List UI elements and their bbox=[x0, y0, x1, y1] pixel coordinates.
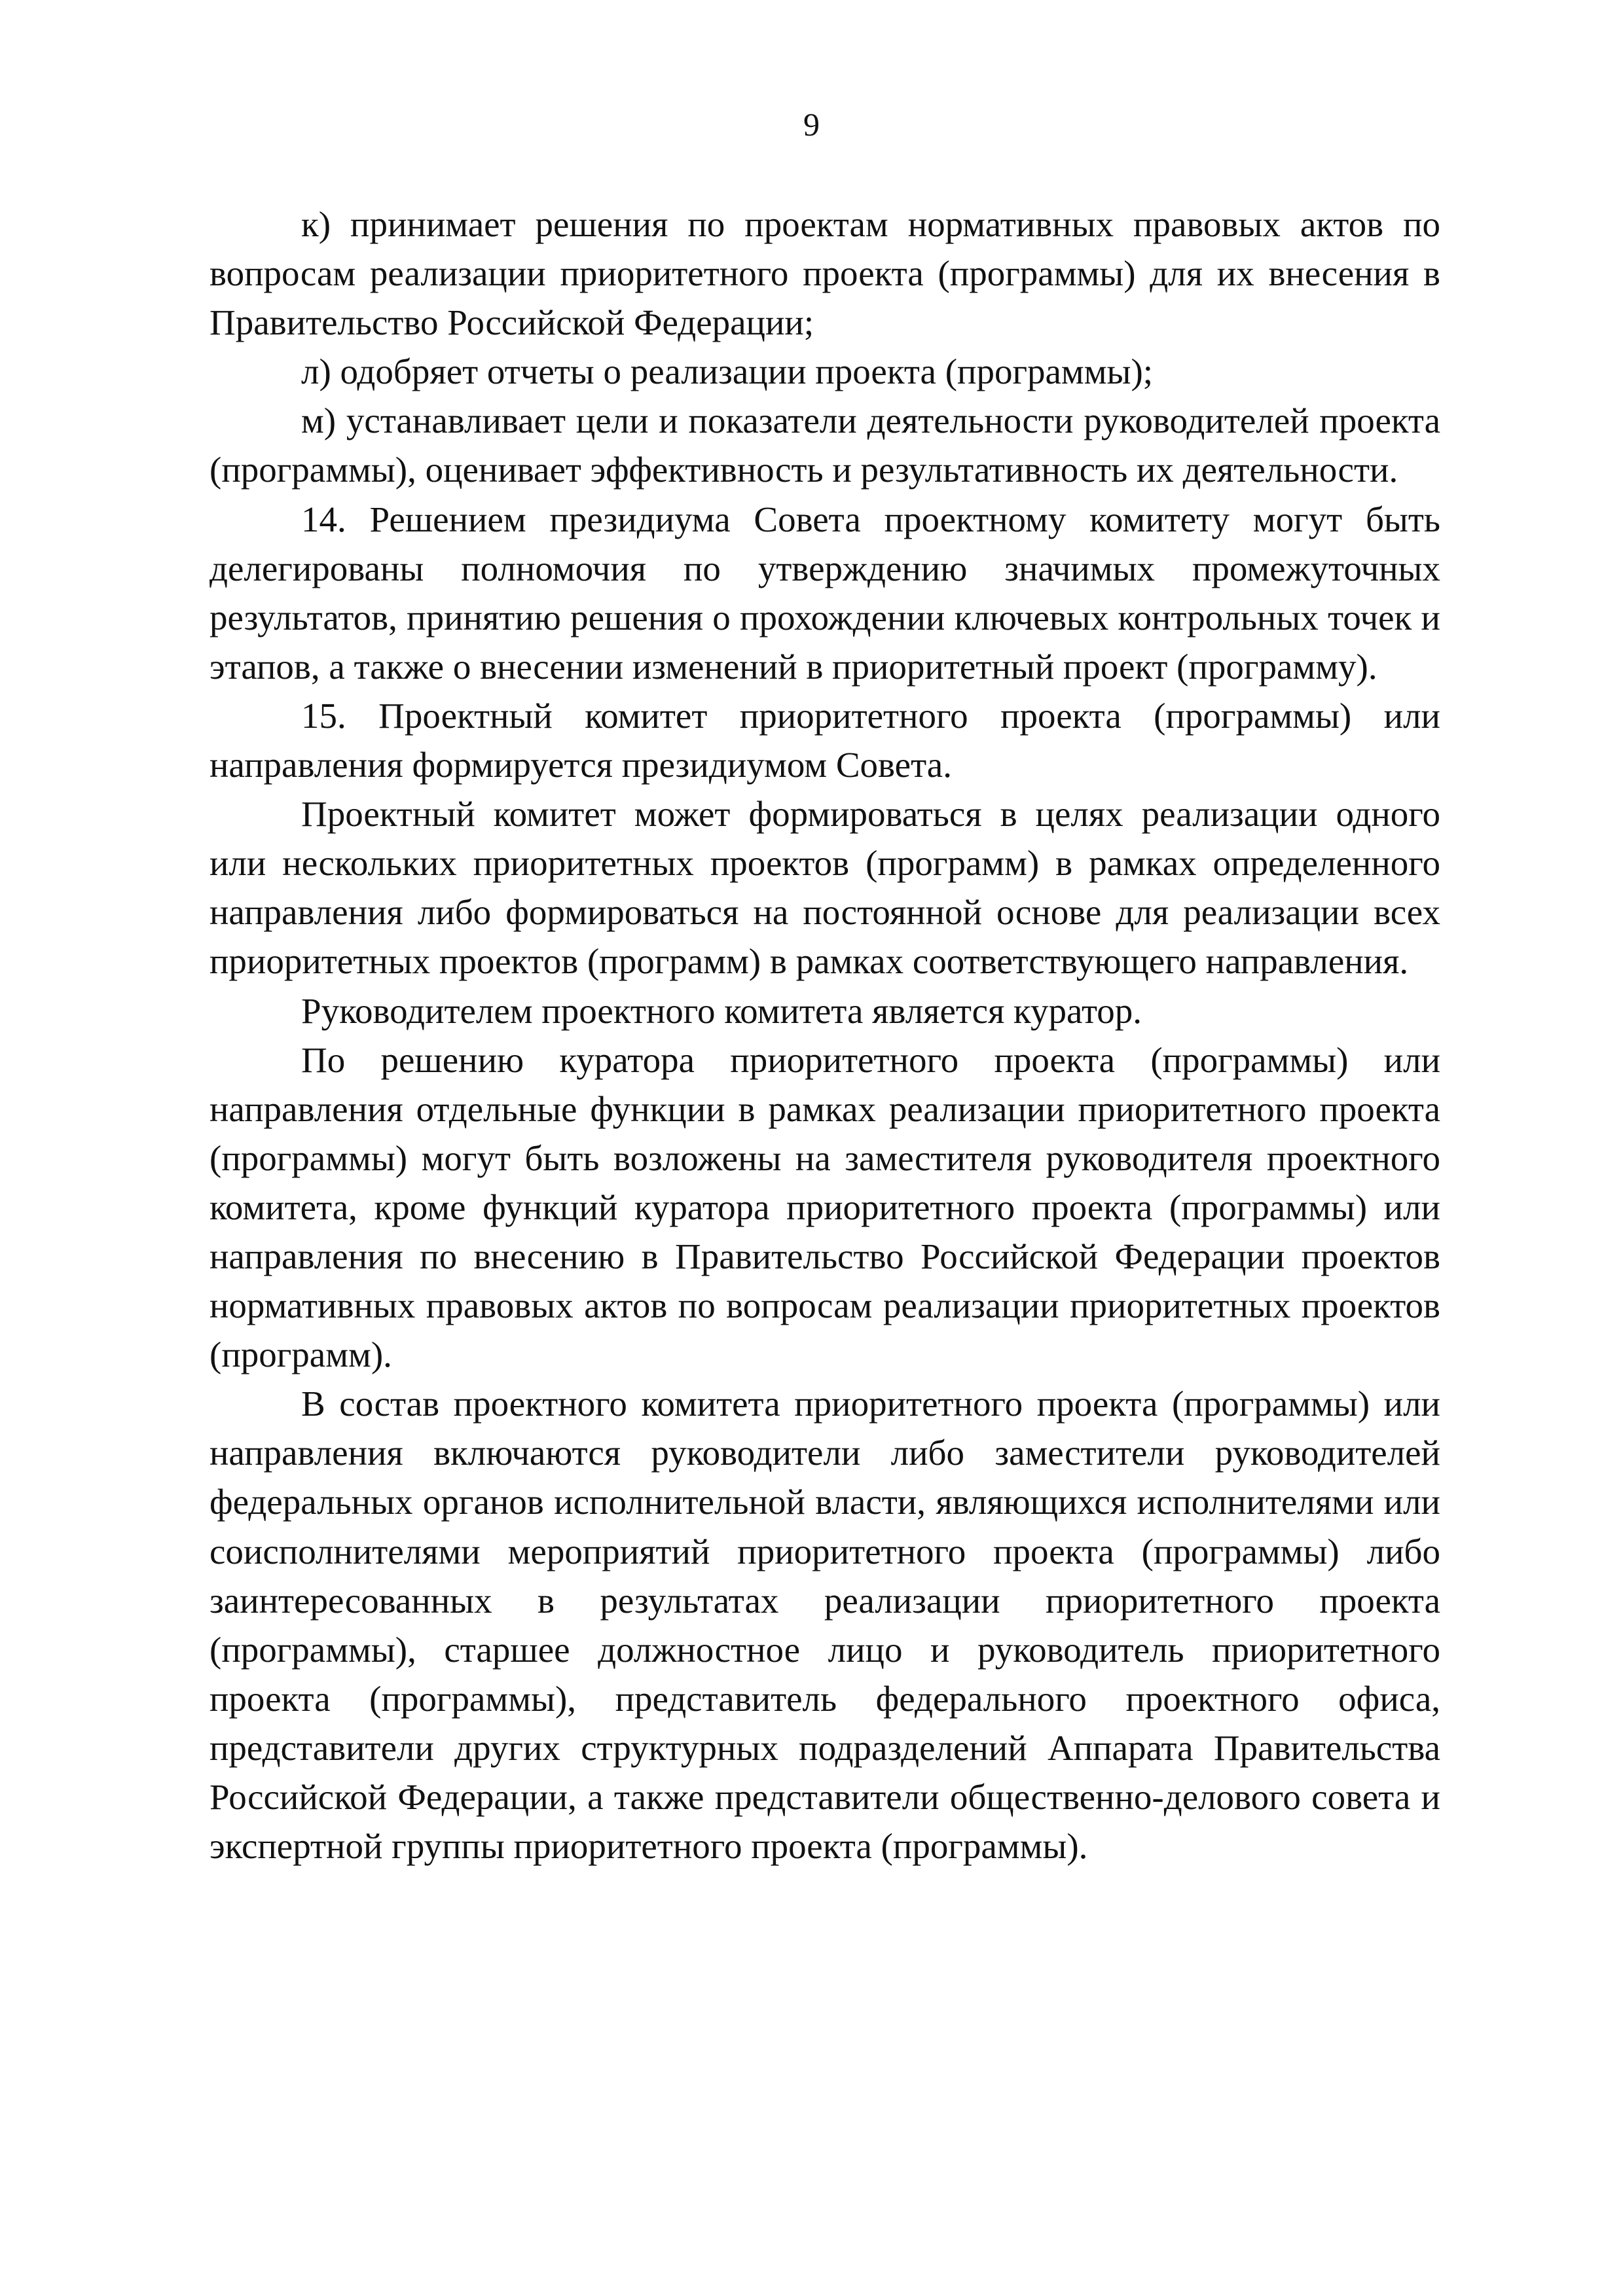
document-body bbox=[210, 200, 1440, 1871]
paragraph-item-l: л) одобряет отчеты о реализации проекта (программы); bbox=[301, 351, 1154, 392]
paragraph-committee-formation: Проектный комитет может формироваться в целях реализации одного или нескольких приоритетных проектов (программ) в рамках определенного направления либо формироваться на постоянной основе для реализации всех приоритетных проектов (программ) в рамках соответствующего направления. bbox=[210, 794, 1440, 982]
paragraph-item-m: м) устанавливает цели и показатели деятельности руководителей проекта (программы), оценивает эффективность и результативность их деятельности. bbox=[210, 401, 1440, 490]
paragraph-14: 14. Решением президиума Совета проектному комитету могут быть делегированы полномочия по утверждению значимых промежуточных результатов, принятию решения о прохождении ключевых контрольных точек и этапов, а также о внесении изменений в приоритетный проект (программу). bbox=[210, 499, 1440, 687]
paragraph-committee-head: Руководителем проектного комитета является куратор. bbox=[301, 990, 1142, 1031]
paragraph-item-k: к) принимает решения по проектам нормативных правовых актов по вопросам реализации приоритетного проекта (программы) для их внесения в Правительство Российской Федерации; bbox=[210, 204, 1440, 343]
page-number: 9 bbox=[803, 106, 820, 143]
paragraph-curator-delegation: По решению куратора приоритетного проекта (программы) или направления отдельные функции в рамках реализации приоритетного проекта (программы) могут быть возложены на заместителя руководителя проектного комитета, кроме функций куратора приоритетного проекта (программы) или направления по внесению в Правительство Российской Федерации проектов нормативных правовых актов по вопросам реализации приоритетных проектов (программ). bbox=[210, 1039, 1440, 1375]
paragraph-15: 15. Проектный комитет приоритетного проекта (программы) или направления формируется президиумом Совета. bbox=[210, 695, 1440, 785]
paragraph-committee-composition: В состав проектного комитета приоритетного проекта (программы) или направления включаются руководители либо заместители руководителей федеральных органов исполнительной власти, являющихся исполнителями или соисполнителями мероприятий приоритетного проекта (программы) либо заинтересованных в результатах реализации приоритетного проекта (программы), старшее должностное лицо и руководитель приоритетного проекта (программы), представитель федерального проектного офиса, представители других структурных подразделений Аппарата Правительства Российской Федерации, а также представители общественно-делового совета и экспертной группы приоритетного проекта (программы). bbox=[210, 1384, 1440, 1867]
